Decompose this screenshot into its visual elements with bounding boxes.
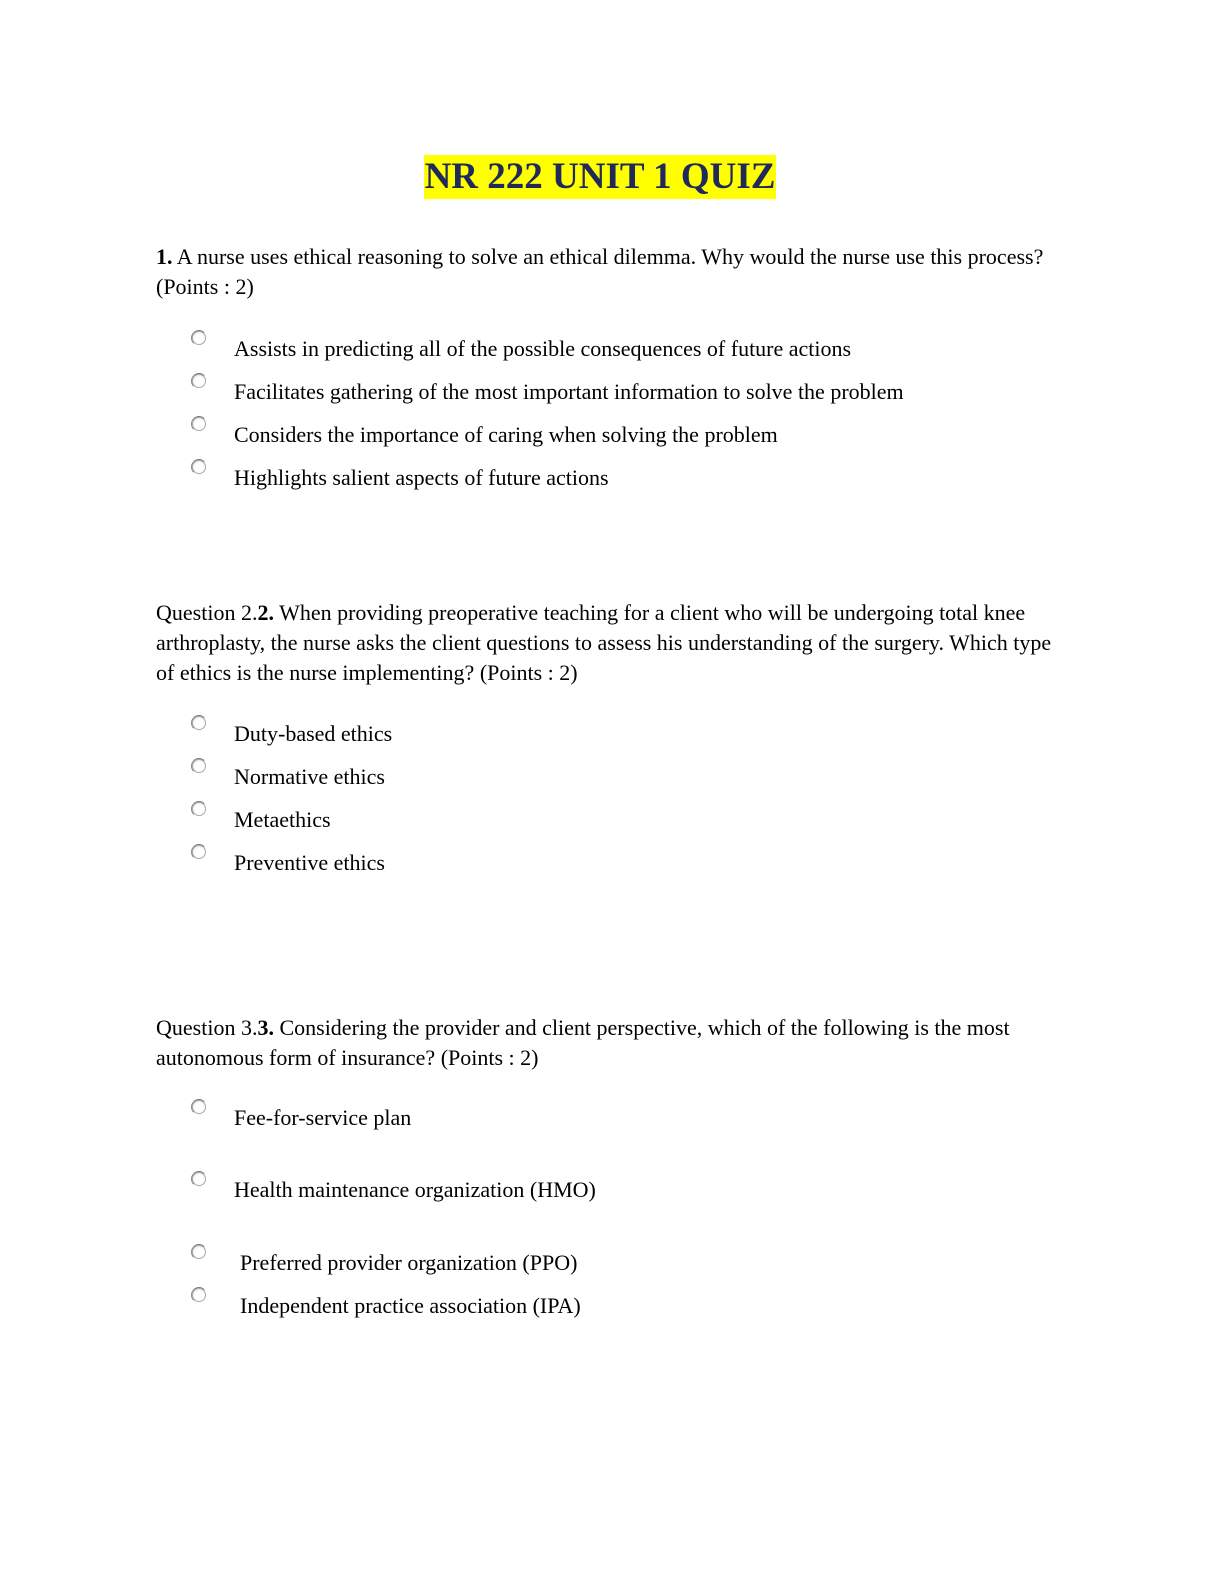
question-1-option-1[interactable]	[188, 331, 1088, 371]
option-label: Duty-based ethics	[234, 721, 393, 746]
radio-button-icon[interactable]	[192, 716, 206, 730]
question-1-text	[156, 242, 1056, 302]
question-2-option-4[interactable]	[188, 845, 1088, 885]
option-label: Considers the importance of caring when solving the problem	[234, 422, 778, 447]
question-3-option-1[interactable]	[188, 1100, 1088, 1140]
radio-button-icon[interactable]	[192, 759, 206, 773]
option-label: Highlights salient aspects of future actions	[234, 465, 609, 490]
question-3-option-2[interactable]	[188, 1172, 1088, 1212]
question-2-body: When providing preoperative teaching for a client who will be undergoing total knee arthroplasty, the nurse asks the client questions to assess his understanding of the surgery. Which type of ethics is the nurse implementing? (Points : 2)	[156, 600, 1052, 685]
question-2-number: 2.	[257, 600, 274, 625]
radio-button-icon[interactable]	[192, 1172, 206, 1186]
question-3-number: 3.	[257, 1015, 274, 1040]
radio-button-icon[interactable]	[192, 1100, 206, 1114]
page-title-wrap	[0, 155, 1212, 199]
question-2-option-2[interactable]	[188, 759, 1088, 799]
question-1-option-4[interactable]	[188, 460, 1088, 500]
question-1-body: A nurse uses ethical reasoning to solve an ethical dilemma. Why would the nurse use this process? (Points : 2)	[156, 244, 1044, 299]
option-label: Health maintenance organization (HMO)	[234, 1177, 596, 1202]
question-2-option-1[interactable]	[188, 716, 1088, 756]
page-title: NR 222 UNIT 1 QUIZ	[424, 156, 776, 197]
radio-button-icon[interactable]	[192, 802, 206, 816]
question-2-option-3[interactable]	[188, 802, 1088, 842]
question-2-text	[156, 598, 1056, 688]
question-2-prefix: Question 2.	[156, 600, 258, 625]
radio-button-icon[interactable]	[192, 1245, 206, 1259]
option-label: Fee-for-service plan	[234, 1105, 412, 1130]
radio-button-icon[interactable]	[192, 331, 206, 345]
option-label: Assists in predicting all of the possible consequences of future actions	[234, 336, 852, 361]
question-1-option-3[interactable]	[188, 417, 1088, 457]
radio-button-icon[interactable]	[192, 1288, 206, 1302]
question-3-option-4[interactable]	[188, 1288, 1088, 1328]
radio-button-icon[interactable]	[192, 460, 206, 474]
option-label: Preferred provider organization (PPO)	[240, 1250, 578, 1275]
option-label: Independent practice association (IPA)	[240, 1293, 581, 1318]
radio-button-icon[interactable]	[192, 374, 206, 388]
question-3-option-3[interactable]	[188, 1245, 1088, 1285]
option-label: Facilitates gathering of the most important information to solve the problem	[234, 379, 904, 404]
option-label: Metaethics	[234, 807, 331, 832]
option-label: Preventive ethics	[234, 850, 385, 875]
question-3-text	[156, 1013, 1056, 1073]
question-3-prefix: Question 3.	[156, 1015, 258, 1040]
question-1-number: 1.	[156, 244, 173, 269]
option-label: Normative ethics	[234, 764, 385, 789]
radio-button-icon[interactable]	[192, 845, 206, 859]
radio-button-icon[interactable]	[192, 417, 206, 431]
question-3-body: Considering the provider and client perspective, which of the following is the most autonomous form of insurance? (Points : 2)	[156, 1015, 1010, 1070]
question-1-option-2[interactable]	[188, 374, 1088, 414]
